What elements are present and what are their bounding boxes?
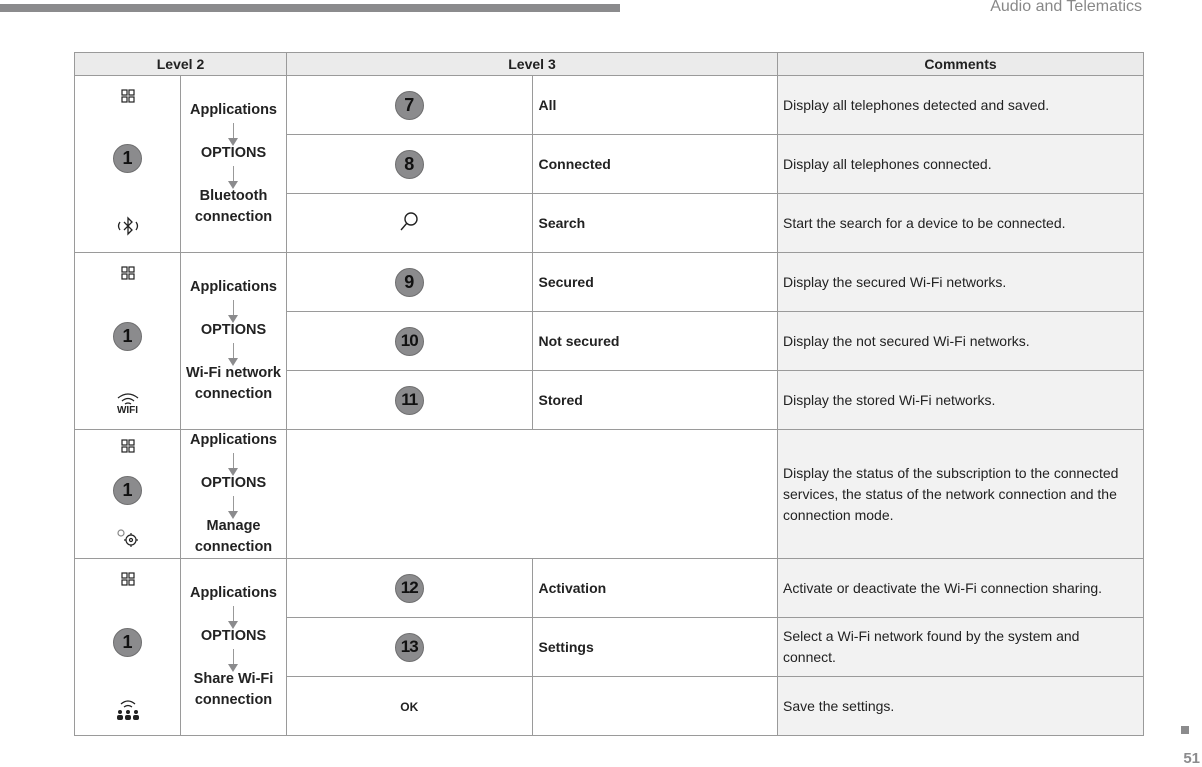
applications-grid-icon [121, 439, 135, 453]
header-comments: Comments [778, 53, 1144, 76]
table-row [75, 76, 1144, 135]
applications-grid-icon [121, 266, 135, 280]
step-badge: 7 [395, 91, 424, 120]
down-arrow-icon [233, 496, 234, 512]
step-badge: 1 [113, 322, 142, 351]
comment: Start the search for a device to be connected. [778, 194, 1144, 253]
footer-marker [1181, 726, 1189, 734]
wifi-label: WIFI [116, 405, 139, 416]
level2-icon-cell [75, 253, 181, 430]
settings-gears-icon [115, 527, 141, 549]
level3-label: Not secured [532, 312, 778, 371]
table-row [75, 253, 1144, 312]
comment: Activate or deactivate the Wi-Fi connection sharing. [778, 559, 1144, 618]
level2-path [181, 76, 287, 253]
level2-icon-cell [75, 76, 181, 253]
path-step: Share Wi-Fi connection [193, 671, 274, 708]
level3-label: Settings [532, 618, 778, 677]
level2-path [181, 430, 287, 559]
search-icon [397, 210, 421, 234]
comment: Display the stored Wi-Fi networks. [778, 371, 1144, 430]
level3-label: Secured [532, 253, 778, 312]
down-arrow-icon [233, 300, 234, 316]
level3-label: Connected [532, 135, 778, 194]
level3-label: All [532, 76, 778, 135]
step-badge: 12 [395, 574, 424, 603]
path-step: Manage connection [194, 518, 273, 555]
path-step: OPTIONS [200, 322, 267, 338]
header-bar [0, 4, 620, 12]
level2-path [181, 559, 287, 736]
comment: Display the secured Wi-Fi networks. [778, 253, 1144, 312]
path-step: Applications [189, 102, 277, 118]
table-row [75, 430, 1144, 559]
down-arrow-icon [233, 606, 234, 622]
applications-grid-icon [121, 89, 135, 103]
level3-label [532, 677, 778, 736]
wifi-sharing-icon [114, 698, 142, 722]
down-arrow-icon [233, 453, 234, 469]
step-badge: 13 [395, 633, 424, 662]
header-level2: Level 2 [75, 53, 287, 76]
path-step: Applications [189, 279, 277, 295]
down-arrow-icon [233, 123, 234, 139]
step-badge: 1 [113, 144, 142, 173]
comment: Select a Wi-Fi network found by the system and connect. [778, 618, 1144, 677]
path-step: OPTIONS [200, 628, 267, 644]
path-step: OPTIONS [200, 145, 267, 161]
section-title: Audio and Telematics [990, 0, 1142, 15]
down-arrow-icon [233, 343, 234, 359]
down-arrow-icon [233, 166, 234, 182]
level3-label: Search [532, 194, 778, 253]
settings-table [74, 52, 1144, 736]
comment: Display the status of the subscription to the connected services, the status of the network connection and the connection mode. [778, 430, 1144, 559]
level2-path [181, 253, 287, 430]
level3-label: Stored [532, 371, 778, 430]
bluetooth-icon [115, 213, 141, 239]
down-arrow-icon [233, 649, 234, 665]
comment: Display all telephones connected. [778, 135, 1144, 194]
page-number: 51 [1183, 750, 1200, 767]
step-badge: 8 [395, 150, 424, 179]
step-badge: 1 [113, 628, 142, 657]
applications-grid-icon [121, 572, 135, 586]
step-badge: 9 [395, 268, 424, 297]
path-step: Applications [189, 432, 277, 448]
comment: Save the settings. [778, 677, 1144, 736]
path-step: Applications [189, 585, 277, 601]
step-badge: 11 [395, 386, 424, 415]
level3-label: Activation [532, 559, 778, 618]
path-step: Wi-Fi network connection [186, 365, 281, 402]
table-row [75, 559, 1144, 618]
step-badge: 10 [395, 327, 424, 356]
wifi-icon [116, 392, 140, 416]
path-step: OPTIONS [200, 475, 267, 491]
level2-icon-cell [75, 430, 181, 559]
comment: Display all telephones detected and saved. [778, 76, 1144, 135]
comment: Display the not secured Wi-Fi networks. [778, 312, 1144, 371]
ok-label: OK [400, 700, 419, 714]
table-header-row [75, 53, 1144, 76]
header-level3: Level 3 [287, 53, 778, 76]
path-step: Bluetooth connection [194, 188, 273, 225]
step-badge: 1 [113, 476, 142, 505]
level2-icon-cell [75, 559, 181, 736]
